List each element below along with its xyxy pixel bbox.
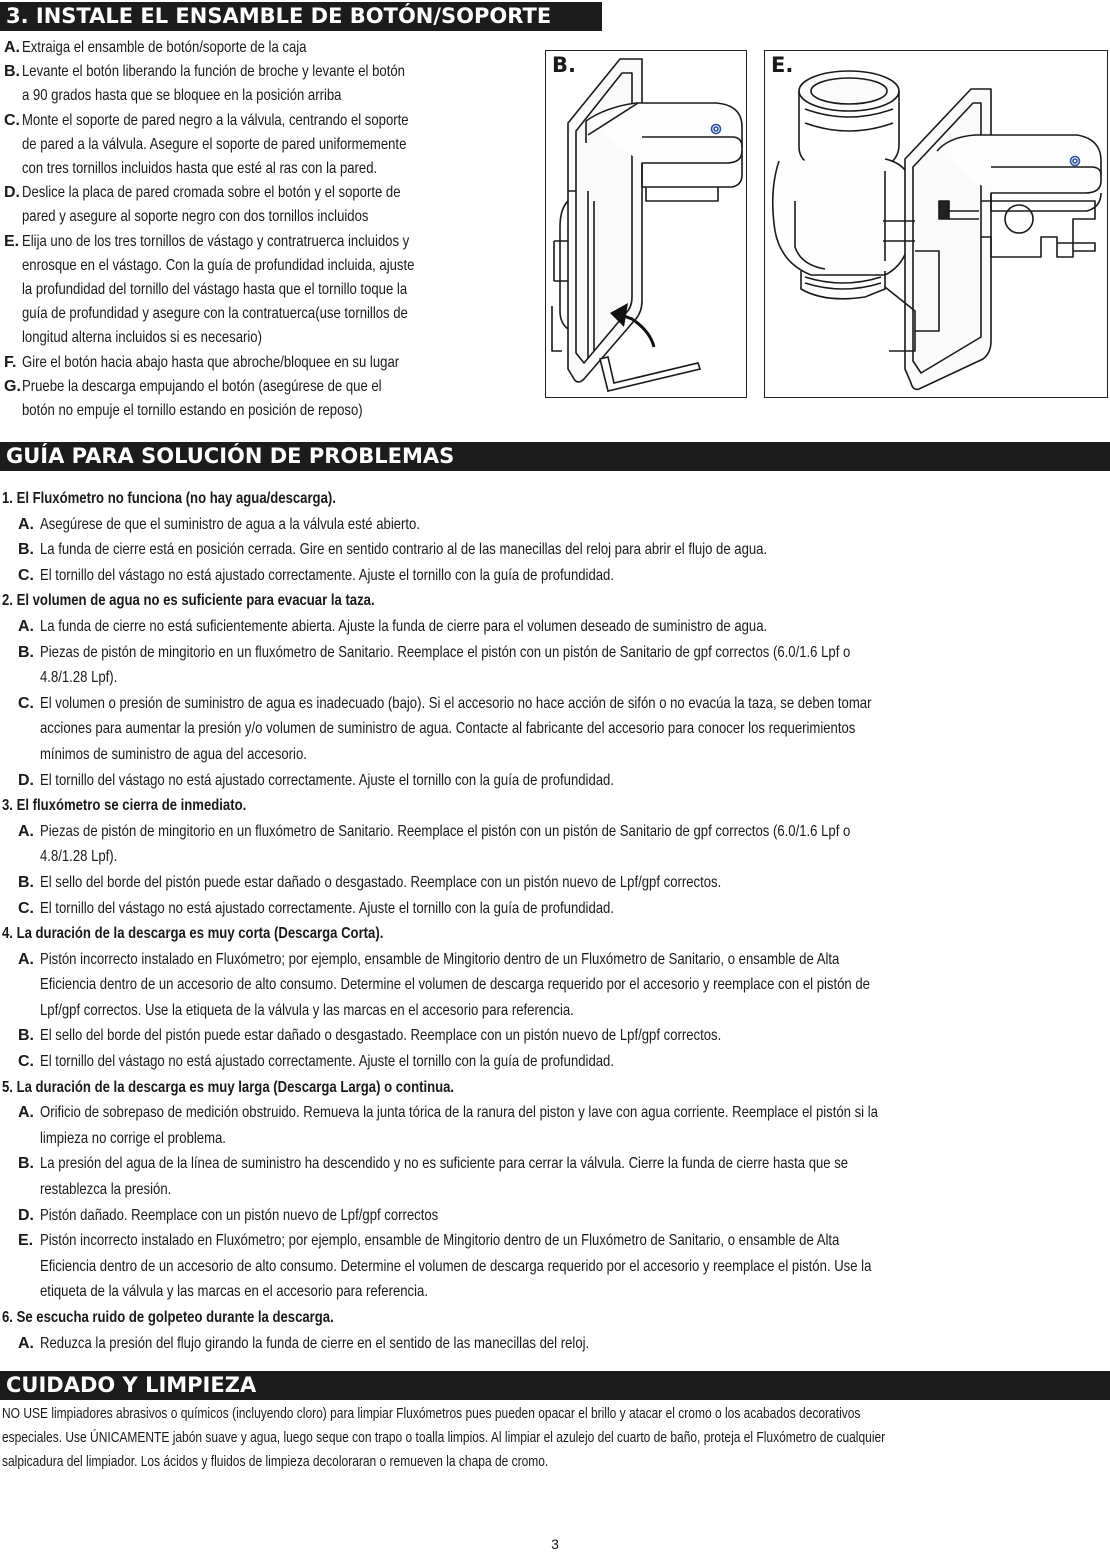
fix-key: A.	[18, 950, 34, 968]
install-step-line	[22, 109, 524, 133]
fix-key: E.	[18, 1232, 34, 1250]
install-step-line	[22, 60, 524, 84]
install-step-text: a 90 grados hasta que se bloquee en la posición arriba	[22, 87, 342, 105]
fix-key: C.	[18, 1053, 34, 1071]
fix-line	[40, 716, 1108, 742]
fix-text: El sello del borde del pistón puede estar dañado o desgastado. Reemplace con un pistón nuevo de Lpf/gpf correctos.	[40, 1027, 722, 1045]
fix-line	[40, 1279, 1108, 1305]
fix-text: El tornillo del vástago no está ajustado correctamente. Ajuste el tornillo con la guía de profundidad.	[40, 899, 614, 917]
valve-assembly-illustration	[765, 51, 1107, 397]
fix-key: B.	[18, 1155, 34, 1173]
install-step-text: Levante el botón liberando la función de broche y levante el botón	[22, 63, 405, 81]
install-step-line	[22, 36, 524, 60]
fix-item	[2, 1228, 1108, 1305]
problem-title-text: 2. El volumen de agua no es suficiente para evacuar la taza.	[2, 592, 375, 610]
fix-item	[2, 1331, 1108, 1357]
problem-title-text: 3. El fluxómetro se cierra de inmediato.	[2, 797, 247, 815]
install-step-text: Pruebe la descarga empujando el botón (asegúrese de que el	[22, 377, 382, 395]
install-step	[4, 36, 524, 60]
fix-line	[40, 768, 1108, 794]
care-line-text: NO USE limpiadores abrasivos o químicos (incluyendo cloro) para limpiar Fluxómetros pues pueden opacar el brillo y atacar el cromo o los acabados decorativos	[2, 1405, 861, 1422]
fix-item	[2, 819, 1108, 870]
fix-text: Asegúrese de que el suministro de agua a la válvula esté abierto.	[40, 515, 420, 533]
care-heading: CUIDADO Y LIMPIEZA	[6, 1373, 257, 1397]
fix-item	[2, 1049, 1108, 1075]
fix-key: D.	[18, 1206, 34, 1224]
fix-key: B.	[18, 1027, 34, 1045]
install-step-text: botón no empuje el tornillo estando en posición de reposo)	[22, 402, 363, 420]
fix-text: El sello del borde del pistón puede estar dañado o desgastado. Reemplace con un pistón nuevo de Lpf/gpf correctos.	[40, 873, 722, 891]
problem-title-text: 1. El Fluxómetro no funciona (no hay agua/descarga).	[2, 490, 336, 507]
fix-text: La presión del agua de la línea de suministro ha descendido y no es suficiente para cerrar la válvula. Cierre la funda de cierre hasta que se	[40, 1155, 849, 1173]
fix-line	[40, 972, 1108, 998]
install-step-text: enrosque en el vástago. Con la guía de profundidad incluida, ajuste	[22, 256, 415, 274]
problem-title	[2, 793, 1108, 819]
fix-text: mínimos de suministro de agua del accesorio.	[40, 745, 307, 763]
install-step-line	[22, 278, 524, 302]
fix-line	[40, 1023, 1108, 1049]
fix-item	[2, 768, 1108, 794]
fix-key: B.	[18, 643, 34, 661]
fix-text: Pistón dañado. Reemplace con un pistón nuevo de Lpf/gpf correctos	[40, 1206, 439, 1224]
problem-title	[2, 1075, 1108, 1101]
fix-text: limpieza no corrige el problema.	[40, 1129, 226, 1147]
fix-item	[2, 870, 1108, 896]
fix-key: C.	[18, 694, 34, 712]
fix-item	[2, 691, 1108, 768]
install-step	[4, 60, 524, 108]
install-step-line	[22, 351, 524, 375]
fix-line	[40, 1100, 1108, 1126]
fix-text: La funda de cierre no está suficientemente abierta. Ajuste la funda de cierre para el volumen deseado de suministro de agua.	[40, 617, 768, 635]
fix-line	[40, 512, 1108, 538]
fix-line	[40, 1151, 1108, 1177]
figure-e-label: E.	[771, 53, 794, 77]
fix-key: A.	[18, 1334, 34, 1352]
install-step-text: Extraiga el ensamble de botón/soporte de la caja	[22, 39, 307, 56]
fix-item	[2, 1023, 1108, 1049]
install-step-key: F.	[4, 353, 17, 371]
install-step-text: longitud alterna incluidos si es necesario)	[22, 329, 262, 347]
problem-title	[2, 921, 1108, 947]
fix-item	[2, 1100, 1108, 1151]
troubleshooting-list	[2, 486, 1108, 1356]
fix-text: Piezas de pistón de mingitorio en un fluxómetro de Sanitario. Reemplace el pistón con un pistón de Sanitario de gpf correctos (6.0/1.6 Lpf o	[40, 822, 851, 840]
install-heading: 3. INSTALE EL ENSAMBLE DE BOTÓN/SOPORTE	[6, 4, 552, 28]
fix-item	[2, 1203, 1108, 1229]
fix-line	[40, 819, 1108, 845]
figure-b-panel	[545, 50, 747, 398]
fix-line	[40, 640, 1108, 666]
fix-key: A.	[18, 1104, 34, 1122]
fix-line	[40, 947, 1108, 973]
fix-item	[2, 537, 1108, 563]
fix-line	[40, 537, 1108, 563]
care-line-text: especiales. Use ÚNICAMENTE jabón suave y agua, luego seque con trapo o toalla limpios. Al limpiar el azulejo del cuarto de baño, proteja el Fluxómetro de cualquier	[2, 1429, 886, 1446]
problem-title	[2, 486, 1108, 512]
troubleshooting-heading: GUÍA PARA SOLUCIÓN DE PROBLEMAS	[6, 444, 455, 468]
fix-text: 4.8/1.28 Lpf).	[40, 669, 118, 687]
fix-item	[2, 512, 1108, 538]
fix-key: B.	[18, 873, 34, 891]
install-step-line	[22, 84, 524, 108]
fix-text: El tornillo del vástago no está ajustado correctamente. Ajuste el tornillo con la guía de profundidad.	[40, 566, 614, 584]
fix-text: La funda de cierre está en posición cerrada. Gire en sentido contrario al de las manecillas del reloj para abrir el flujo de agua.	[40, 541, 768, 559]
install-step-line	[22, 133, 524, 157]
fix-key: A.	[18, 822, 34, 840]
fix-text: Eficiencia dentro de un accesorio de alto consumo. Determine el volumen de descarga requerido por el accesorio y reemplace con el pistón de	[40, 976, 870, 994]
install-step-key: C.	[4, 111, 20, 129]
fix-line	[40, 896, 1108, 922]
fix-key: C.	[18, 899, 34, 917]
fix-text: Lpf/gpf correctos. Use la etiqueta de la válvula y las marcas en el accesorio para referencia.	[40, 1001, 574, 1019]
fix-text: restablezca la presión.	[40, 1181, 172, 1199]
care-text	[2, 1402, 1108, 1474]
install-step	[4, 181, 524, 229]
fix-line	[40, 1203, 1108, 1229]
care-line	[2, 1450, 1108, 1474]
install-step-key: G.	[4, 377, 21, 395]
problem-title-text: 4. La duración de la descarga es muy corta (Descarga Corta).	[2, 925, 384, 943]
care-line	[2, 1426, 1108, 1450]
care-line	[2, 1402, 1108, 1426]
fix-line	[40, 742, 1108, 768]
fix-text: El volumen o presión de suministro de agua es inadecuado (bajo). Si el accesorio no hace acción de sifón o no evacúa la taza, se deben tomar	[40, 694, 872, 712]
fix-line	[40, 1331, 1108, 1357]
install-step	[4, 375, 524, 423]
install-step-line	[22, 326, 524, 350]
page-number: 3	[551, 1536, 559, 1552]
install-step-line	[22, 302, 524, 326]
install-step-line	[22, 230, 524, 254]
fix-text: El tornillo del vástago no está ajustado correctamente. Ajuste el tornillo con la guía de profundidad.	[40, 771, 614, 789]
fix-line	[40, 1228, 1108, 1254]
fix-key: D.	[18, 771, 34, 789]
fix-line	[40, 870, 1108, 896]
problem-title	[2, 588, 1108, 614]
fix-line	[40, 1254, 1108, 1280]
fix-key: A.	[18, 617, 34, 635]
install-step-key: D.	[4, 184, 20, 202]
install-step-key: E.	[4, 232, 20, 250]
button-bracket-illustration	[546, 51, 746, 397]
troubleshooting-section-header	[0, 442, 1110, 471]
fix-item	[2, 614, 1108, 640]
install-step	[4, 230, 524, 351]
fix-key: A.	[18, 515, 34, 533]
fix-item	[2, 896, 1108, 922]
fix-item	[2, 1151, 1108, 1202]
install-step-line	[22, 254, 524, 278]
fix-text: Reduzca la presión del flujo girando la funda de cierre en el sentido de las manecillas del reloj.	[40, 1334, 590, 1352]
install-step-text: Monte el soporte de pared negro a la válvula, centrando el soporte	[22, 111, 409, 129]
fix-line	[40, 1049, 1108, 1075]
fix-line	[40, 614, 1108, 640]
figure-e-panel	[764, 50, 1108, 398]
fix-text: Piezas de pistón de mingitorio en un fluxómetro de Sanitario. Reemplace el pistón con un pistón de Sanitario de gpf correctos (6.0/1.6 Lpf o	[40, 643, 851, 661]
fix-text: etiqueta de la válvula y las marcas en el accesorio para referencia.	[40, 1283, 428, 1301]
install-step-line	[22, 157, 524, 181]
fix-line	[40, 1177, 1108, 1203]
fix-line	[40, 1126, 1108, 1152]
fix-text: Pistón incorrecto instalado en Fluxómetro; por ejemplo, ensamble de Mingitorio dentro de un Fluxómetro de Sanitario, o ensamble de Alta	[40, 1232, 840, 1250]
install-step-line	[22, 399, 524, 423]
problem-title-text: 6. Se escucha ruido de golpeteo durante la descarga.	[2, 1309, 334, 1326]
figure-b-label: B.	[552, 53, 576, 77]
install-step-line	[22, 181, 524, 205]
install-step-text: Gire el botón hacia abajo hasta que abroche/bloquee en su lugar	[22, 353, 400, 371]
install-step	[4, 351, 524, 375]
fix-line	[40, 563, 1108, 589]
fix-line	[40, 998, 1108, 1024]
fix-text: Orificio de sobrepaso de medición obstruido. Remueva la junta tórica de la ranura del piston y lave con agua corriente. Reemplace el pistón si la	[40, 1104, 878, 1122]
fix-item	[2, 947, 1108, 1024]
install-step-key: A.	[4, 39, 20, 56]
fix-text: Eficiencia dentro de un accesorio de alto consumo. Determine el volumen de descarga requerido por el accesorio y reemplace el pistón. Use la	[40, 1257, 872, 1275]
install-steps	[4, 36, 524, 423]
fix-key: C.	[18, 566, 34, 584]
fix-text: 4.8/1.28 Lpf).	[40, 848, 118, 866]
install-step-line	[22, 375, 524, 399]
install-step-text: guía de profundidad y asegure con la contratuerca(use tornillos de	[22, 305, 408, 323]
install-step-key: B.	[4, 63, 20, 81]
fix-line	[40, 844, 1108, 870]
care-line-text: salpicadura del limpiador. Los ácidos y fluidos de limpieza decoloraran o remueven la chapa de cromo.	[2, 1453, 549, 1470]
care-section-header	[0, 1371, 1110, 1400]
install-step-text: pared y asegure al soporte negro con dos tornillos incluidos	[22, 208, 369, 226]
fix-text: Pistón incorrecto instalado en Fluxómetro; por ejemplo, ensamble de Mingitorio dentro de un Fluxómetro de Sanitario, o ensamble de Alta	[40, 950, 840, 968]
install-step-text: de pared a la válvula. Asegure el soporte de pared uniformemente	[22, 135, 407, 153]
fix-item	[2, 640, 1108, 691]
install-step-text: con tres tornillos incluidos hasta que esté al ras con la pared.	[22, 160, 378, 178]
fix-text: El tornillo del vástago no está ajustado correctamente. Ajuste el tornillo con la guía de profundidad.	[40, 1053, 614, 1071]
fix-line	[40, 665, 1108, 691]
fix-key: B.	[18, 541, 34, 559]
install-step-text: Elija uno de los tres tornillos de vástago y contratruerca incluidos y	[22, 232, 410, 250]
fix-text: acciones para aumentar la presión y/o volumen de suministro de agua. Contacte al fabricante del accesorio para conocer los requerimientos	[40, 720, 856, 738]
fix-item	[2, 563, 1108, 589]
install-step-text: la profundidad del tornillo del vástago hasta que el tornillo toque la	[22, 281, 408, 299]
install-section-header	[0, 2, 602, 31]
fix-line	[40, 691, 1108, 717]
problem-title	[2, 1305, 1108, 1331]
install-step	[4, 109, 524, 182]
install-step-line	[22, 205, 524, 229]
problem-title-text: 5. La duración de la descarga es muy larga (Descarga Larga) o continua.	[2, 1078, 455, 1096]
install-step-text: Deslice la placa de pared cromada sobre el botón y el soporte de	[22, 184, 401, 202]
